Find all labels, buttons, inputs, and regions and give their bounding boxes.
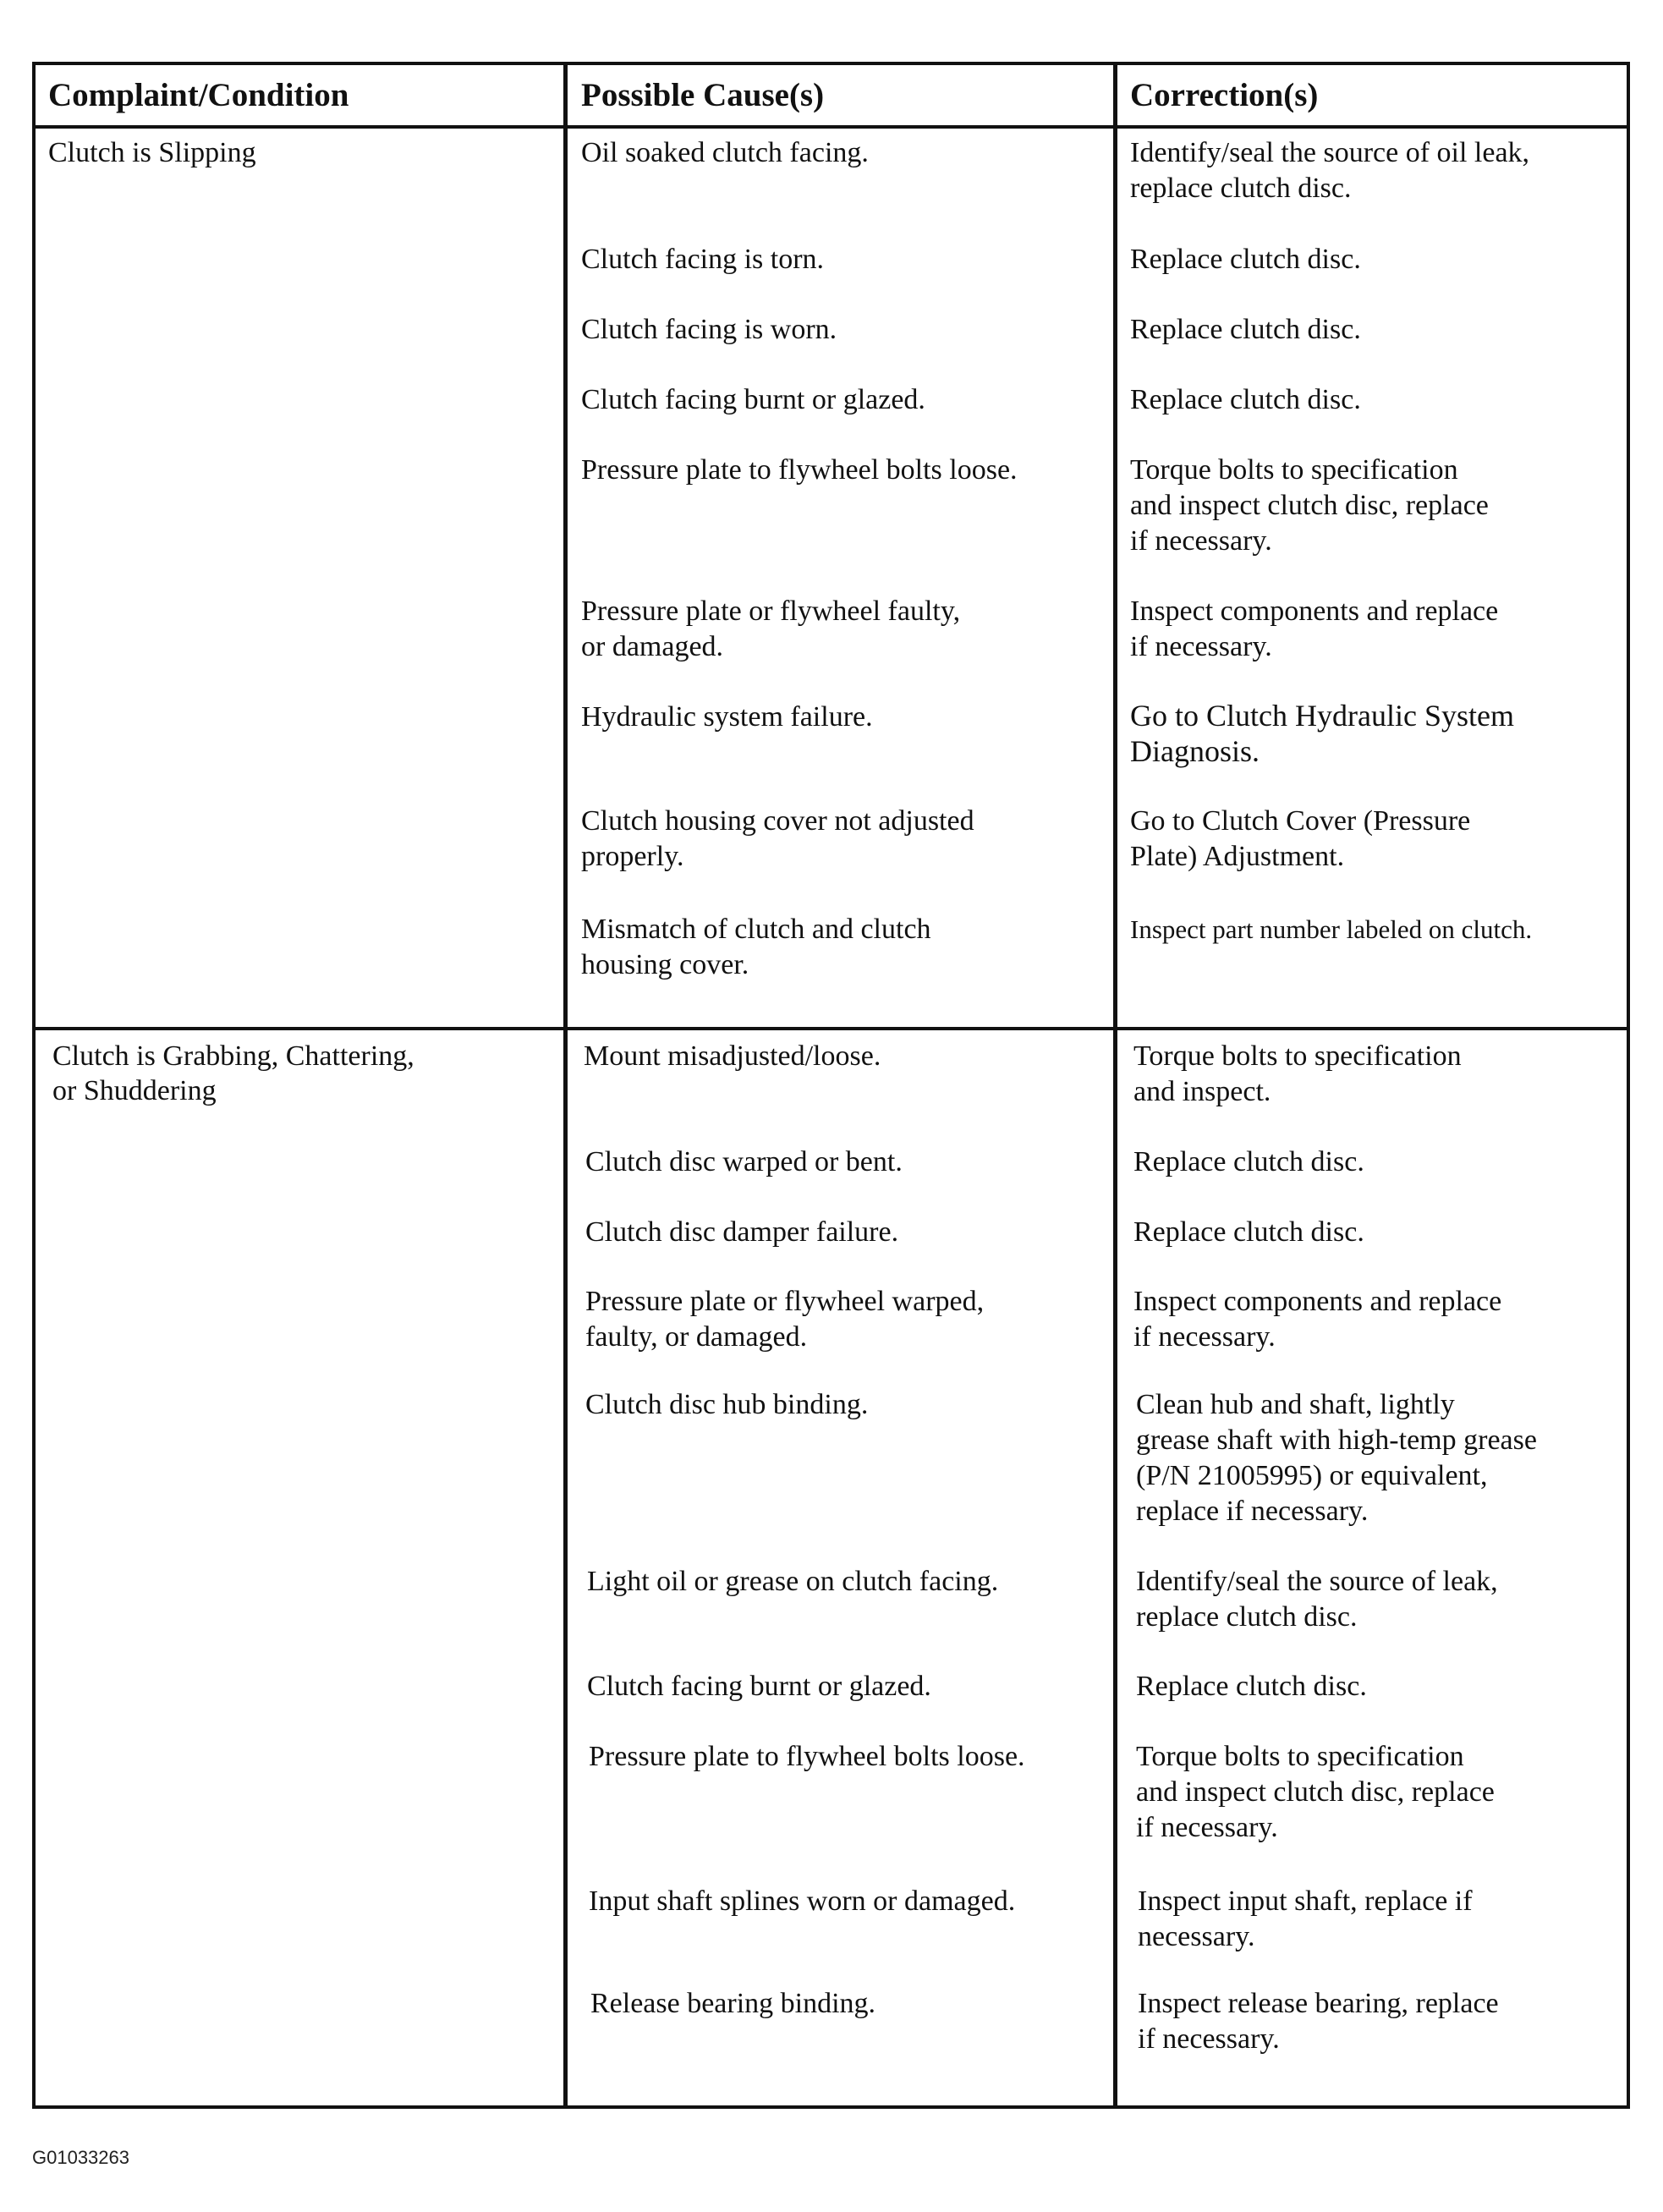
correction-cell: Replace clutch disc. [1130,384,1361,415]
correction-cell: Go to Clutch Hydraulic System Diagnosis. [1130,699,1514,768]
cause-cell: Clutch housing cover not adjusted properly. [581,805,974,872]
column-divider-1 [563,62,568,2109]
correction-cell: Replace clutch disc. [1133,1216,1364,1248]
condition-slipping: Clutch is Slipping [48,137,256,168]
cause-cell: Pressure plate or flywheel warped, faulty, or damaged. [585,1286,985,1353]
condition-grabbing: Clutch is Grabbing, Chattering, or Shuddering [52,1040,414,1106]
cause-cell: Clutch disc warped or bent. [585,1146,903,1177]
header-divider [32,125,1630,129]
cause-cell: Clutch facing is torn. [581,244,825,275]
correction-cell: Replace clutch disc. [1130,244,1361,275]
correction-cell: Inspect input shaft, replace if necessary. [1138,1885,1473,1952]
cause-cell: Pressure plate to flywheel bolts loose. [589,1741,1025,1772]
cause-cell: Pressure plate to flywheel bolts loose. [581,454,1018,486]
cause-cell: Clutch facing burnt or glazed. [587,1671,931,1702]
cause-cell: Input shaft splines worn or damaged. [589,1885,1016,1917]
correction-cell: Torque bolts to specification and inspect. [1133,1040,1462,1107]
cause-cell: Clutch facing is worn. [581,314,837,345]
correction-cell: Clean hub and shaft, lightly grease shaft with high-temp grease (P/N 21005995) or equivalent, replace if necessary. [1136,1389,1537,1527]
cause-cell: Clutch disc hub binding. [585,1389,869,1420]
correction-cell: Identify/seal the source of leak, replace clutch disc. [1136,1566,1498,1633]
correction-cell: Replace clutch disc. [1136,1671,1367,1702]
correction-cell: Inspect components and replace if necessary. [1130,596,1499,662]
correction-cell: Go to Clutch Cover (Pressure Plate) Adjustment. [1130,805,1471,872]
header-complaint: Complaint/Condition [48,77,349,113]
correction-cell: Torque bolts to specification and inspect clutch disc, replace if necessary. [1136,1741,1495,1843]
cause-cell: Mount misadjusted/loose. [584,1040,881,1072]
column-divider-2 [1113,62,1117,2109]
header-correction: Correction(s) [1130,77,1319,113]
correction-cell: Identify/seal the source of oil leak, replace clutch disc. [1130,137,1530,204]
correction-cell: Inspect release bearing, replace if necessary. [1138,1988,1499,2055]
cause-cell: Clutch disc damper failure. [585,1216,899,1248]
cause-cell: Light oil or grease on clutch facing. [587,1566,999,1597]
cause-cell: Mismatch of clutch and clutch housing cover. [581,914,931,980]
header-cause: Possible Cause(s) [581,77,825,113]
correction-cell: Torque bolts to specification and inspect clutch disc, replace if necessary. [1130,454,1489,557]
correction-cell: Inspect components and replace if necessary. [1133,1286,1502,1353]
cause-cell: Hydraulic system failure. [581,701,873,733]
correction-cell: Replace clutch disc. [1133,1146,1364,1177]
section-divider [32,1027,1630,1030]
correction-cell: Replace clutch disc. [1130,314,1361,345]
cause-cell: Release bearing binding. [590,1988,876,2019]
cause-cell: Clutch facing burnt or glazed. [581,384,925,415]
correction-cell: Inspect part number labeled on clutch. [1130,914,1533,944]
figure-code: G01033263 [32,2147,129,2168]
cause-cell: Oil soaked clutch facing. [581,137,869,168]
cause-cell: Pressure plate or flywheel faulty, or damaged. [581,596,961,662]
